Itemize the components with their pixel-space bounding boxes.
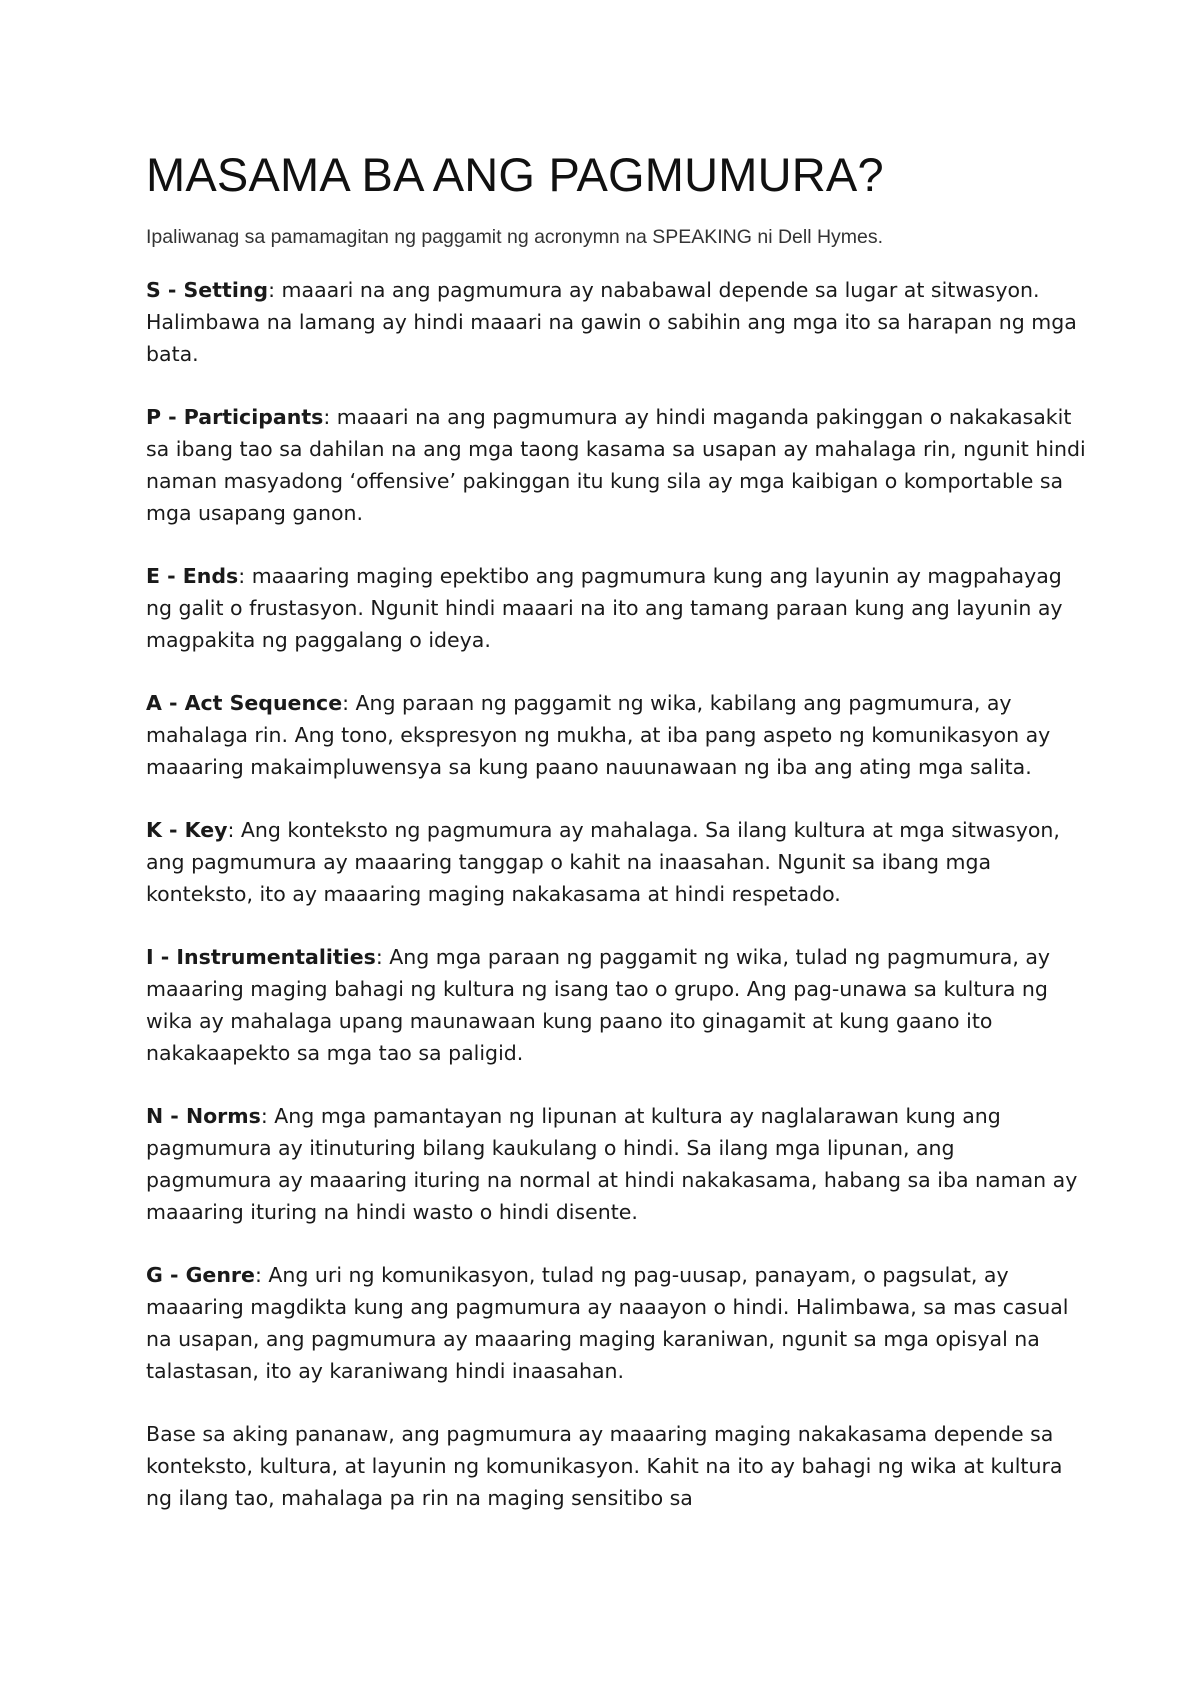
section-label: E - Ends <box>146 564 239 588</box>
section-label: S - Setting <box>146 278 269 302</box>
section-text: : Ang paraan ng paggamit ng wika, kabilang ang pagmumura, ay mahalaga rin. Ang tono, ekspresyon ng mukha, at iba pang aspeto ng komunikasyon ay maaaring makaimpluwensya sa kung paano nauunawaan ng iba ang ating mga salita. <box>146 691 1051 779</box>
section-label: K - Key <box>146 818 228 842</box>
section-label: G - Genre <box>146 1263 255 1287</box>
section-text: : Ang uri ng komunikasyon, tulad ng pag-uusap, panayam, o pagsulat, ay maaaring magdikta kung ang pagmumura ay naaayon o hindi. Halimbawa, sa mas casual na usapan, ang pagmumura ay maaaring maging karaniwan, ngunit sa mga opisyal na talastasan, ito ay karaniwang hindi inaasahan. <box>146 1263 1069 1383</box>
section-label: A - Act Sequence <box>146 691 343 715</box>
section-act-sequence <box>146 687 1086 783</box>
section-text: : maaaring maging epektibo ang pagmumura kung ang layunin ay magpahayag ng galit o frustasyon. Ngunit hindi maaari na ito ang tamang paraan kung ang layunin ay magpakita ng paggalang o ideya. <box>146 564 1063 652</box>
page-subtitle: Ipaliwanag sa pamamagitan ng paggamit ng acronymn na SPEAKING ni Dell Hymes. <box>146 226 884 248</box>
section-text: : Ang mga pamantayan ng lipunan at kultura ay naglalarawan kung ang pagmumura ay itinuturing bilang kaukulang o hindi. Sa ilang mga lipunan, ang pagmumura ay maaaring ituring na normal at hindi nakakasama, habang sa iba naman ay maaaring ituring na hindi wasto o hindi disente. <box>146 1104 1078 1224</box>
section-genre <box>146 1259 1086 1387</box>
section-key <box>146 814 1086 910</box>
section-instrumentalities <box>146 941 1086 1069</box>
section-setting <box>146 274 1086 370</box>
section-norms <box>146 1100 1086 1228</box>
page-title: MASAMA BA ANG PAGMUMURA? <box>146 148 884 201</box>
section-label: I - Instrumentalities <box>146 945 376 969</box>
section-text: : maaari na ang pagmumura ay nababawal depende sa lugar at sitwasyon. Halimbawa na lamang ay hindi maaari na gawin o sabihin ang mga ito sa harapan ng mga bata. <box>146 278 1077 366</box>
document-content <box>146 146 1086 1545</box>
speaking-sections <box>146 274 1086 1514</box>
section-label: N - Norms <box>146 1104 261 1128</box>
section-ends <box>146 560 1086 656</box>
section-text: : Ang konteksto ng pagmumura ay mahalaga. Sa ilang kultura at mga sitwasyon, ang pagmumura ay maaaring tanggap o kahit na inaasahan. Ngunit sa ibang mga konteksto, ito ay maaaring maging nakakasama at hindi respetado. <box>146 818 1060 906</box>
section-label: P - Participants <box>146 405 324 429</box>
conclusion-paragraph: Base sa aking pananaw, ang pagmumura ay maaaring maging nakakasama depende sa konteksto, kultura, at layunin ng komunikasyon. Kahit na ito ay bahagi ng wika at kultura ng ilang tao, mahalaga pa rin na maging sensitibo sa <box>146 1422 1063 1510</box>
section-participants <box>146 401 1086 529</box>
section-text: : Ang mga paraan ng paggamit ng wika, tulad ng pagmumura, ay maaaring maging bahagi ng kultura ng isang tao o grupo. Ang pag-unawa sa kultura ng wika ay mahalaga upang maunawaan kung paano ito ginagamit at kung gaano ito nakakaapekto sa mga tao sa paligid. <box>146 945 1051 1065</box>
section-text: : maaari na ang pagmumura ay hindi maganda pakinggan o nakakasakit sa ibang tao sa dahilan na ang mga taong kasama sa usapan ay mahalaga rin, ngunit hindi naman masyadong ‘offensive’ pakinggan itu kung sila ay mga kaibigan o komportable sa mga usapang ganon. <box>146 405 1086 525</box>
